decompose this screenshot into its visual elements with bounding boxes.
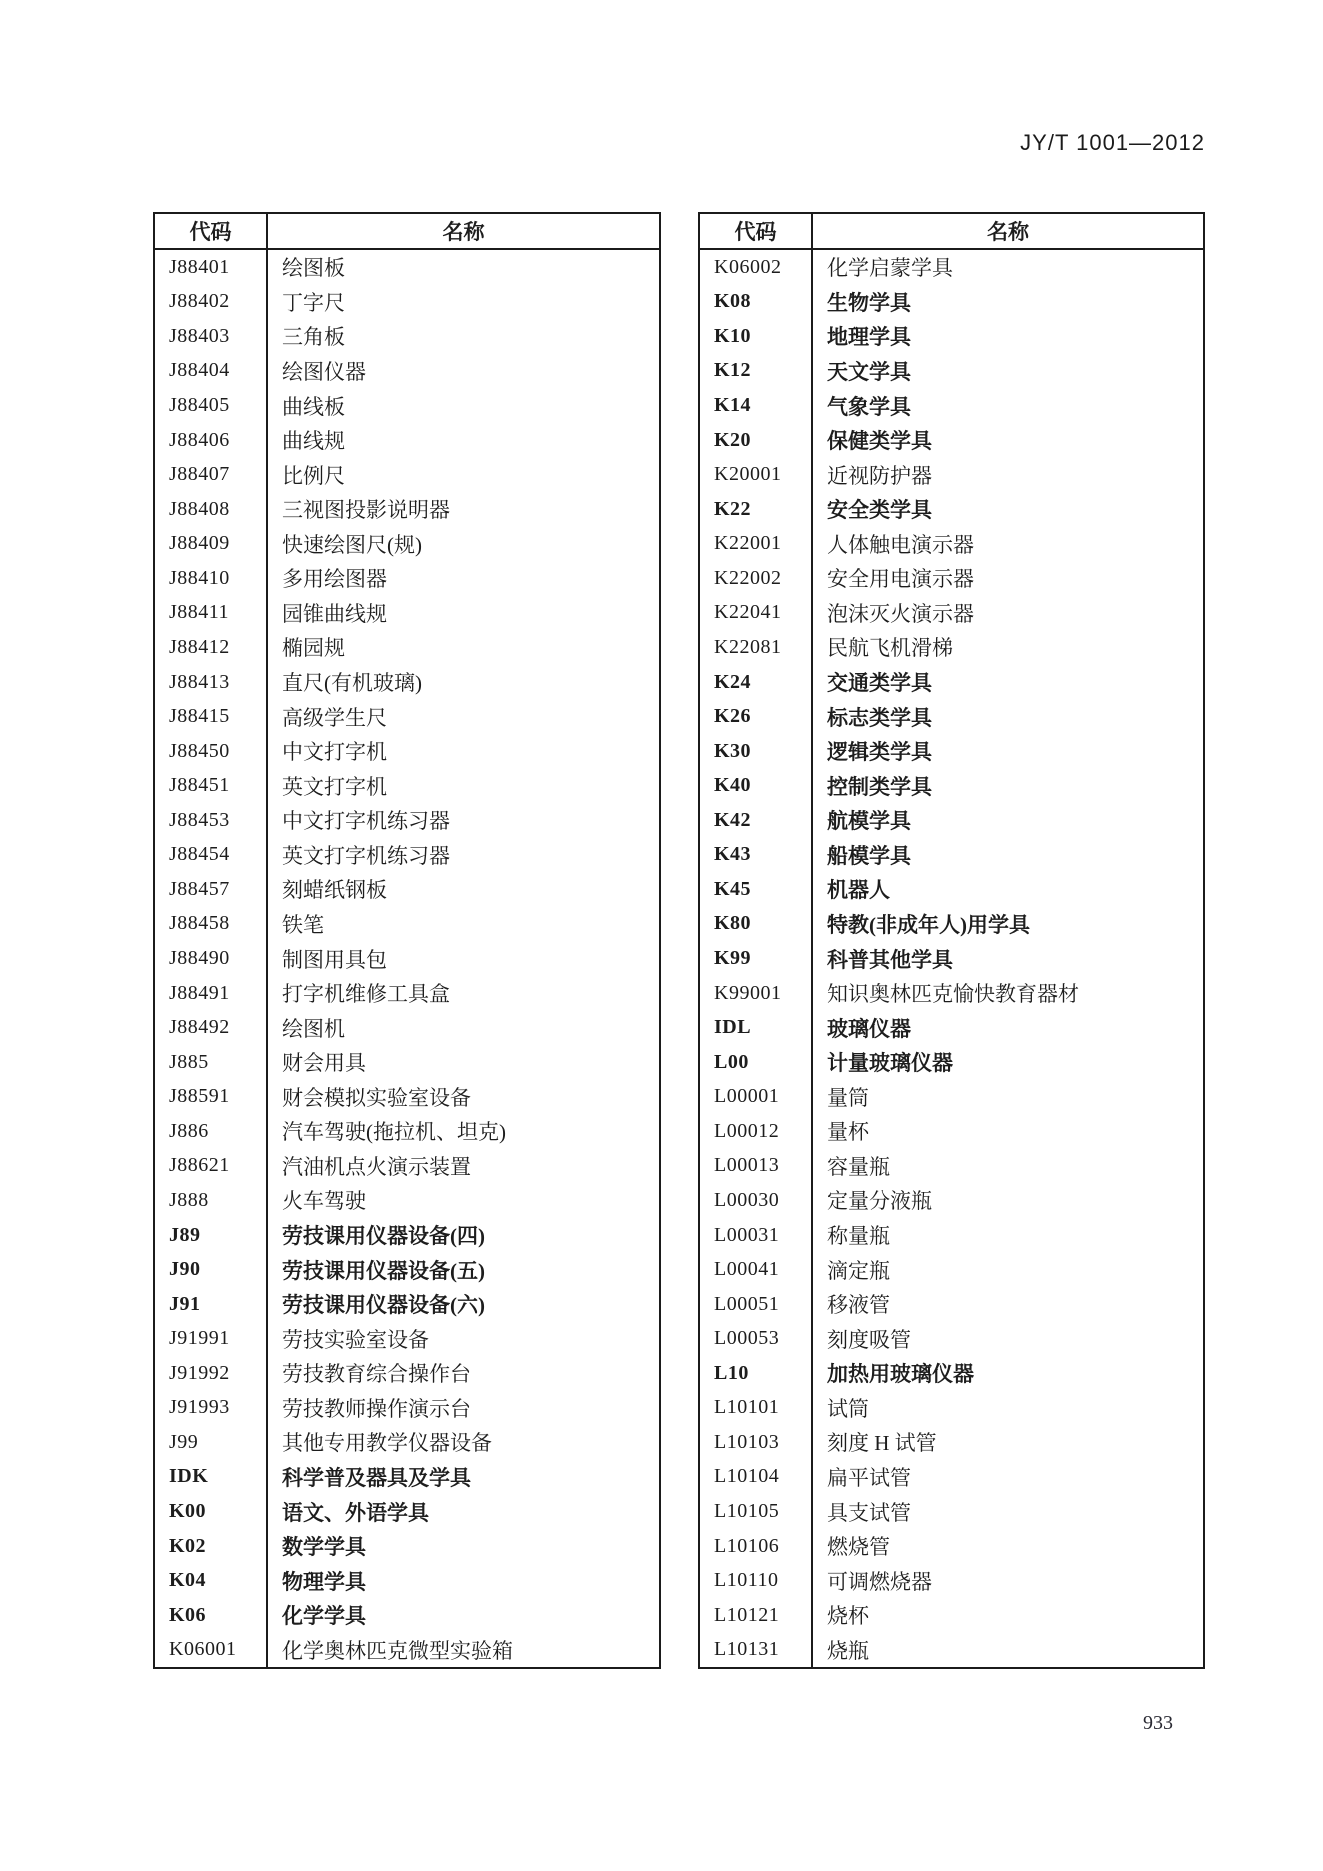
name-cell: 定量分液瓶 bbox=[827, 1189, 932, 1214]
table-row bbox=[700, 734, 1203, 769]
table-row bbox=[700, 838, 1203, 873]
code-cell: L10105 bbox=[700, 1494, 813, 1529]
table-row bbox=[700, 630, 1203, 665]
name-cell: 直尺(有机玻璃) bbox=[282, 671, 422, 696]
code-cell: J88458 bbox=[155, 907, 268, 942]
name-cell: 滴定瓶 bbox=[827, 1258, 890, 1283]
name-cell: 移液管 bbox=[827, 1293, 890, 1318]
name-cell: 绘图机 bbox=[282, 1016, 345, 1041]
name-cell: 地理学具 bbox=[827, 325, 911, 350]
code-table-right bbox=[698, 212, 1205, 1669]
name-cell: 三视图投影说明器 bbox=[282, 498, 450, 523]
table-row bbox=[155, 457, 659, 492]
table-row bbox=[700, 1149, 1203, 1184]
code-cell: J91 bbox=[155, 1287, 268, 1322]
name-cell: 气象学具 bbox=[827, 394, 911, 419]
name-cell: 化学启蒙学具 bbox=[827, 256, 953, 281]
table-row bbox=[700, 1391, 1203, 1426]
code-cell: J91992 bbox=[155, 1356, 268, 1391]
table-row bbox=[155, 423, 659, 458]
name-cell: 数学学具 bbox=[282, 1535, 366, 1560]
code-cell: L00 bbox=[700, 1045, 813, 1080]
code-cell: IDK bbox=[155, 1460, 268, 1495]
name-cell: 劳技实验室设备 bbox=[282, 1327, 429, 1352]
name-cell: 容量瓶 bbox=[827, 1154, 890, 1179]
name-cell: 丁字尺 bbox=[282, 290, 345, 315]
name-cell: 特教(非成年人)用学具 bbox=[827, 912, 1030, 937]
table-row bbox=[155, 596, 659, 631]
name-cell: 民航飞机滑梯 bbox=[827, 636, 953, 661]
table-row bbox=[700, 665, 1203, 700]
code-cell: K22001 bbox=[700, 527, 813, 562]
name-cell: 船模学具 bbox=[827, 843, 911, 868]
table-row bbox=[155, 1563, 659, 1598]
code-cell: K22002 bbox=[700, 561, 813, 596]
code-cell: J88403 bbox=[155, 319, 268, 354]
table-body-right bbox=[700, 250, 1203, 1667]
table-row bbox=[155, 1287, 659, 1322]
table-row bbox=[700, 1529, 1203, 1564]
name-cell: 高级学生尺 bbox=[282, 705, 387, 730]
code-cell: K08 bbox=[700, 285, 813, 320]
table-row bbox=[700, 872, 1203, 907]
name-cell: 财会用具 bbox=[282, 1051, 366, 1076]
table-row bbox=[700, 1080, 1203, 1115]
code-cell: K22041 bbox=[700, 596, 813, 631]
table-row bbox=[700, 319, 1203, 354]
name-cell: 知识奥林匹克愉快教育器材 bbox=[827, 982, 1079, 1007]
code-cell: K99 bbox=[700, 941, 813, 976]
name-cell: 玻璃仪器 bbox=[827, 1016, 911, 1041]
code-cell: J88402 bbox=[155, 285, 268, 320]
name-cell: 劳技课用仪器设备(五) bbox=[282, 1258, 485, 1283]
name-cell: 计量玻璃仪器 bbox=[827, 1051, 953, 1076]
table-row bbox=[155, 1633, 659, 1668]
table-row bbox=[155, 1045, 659, 1080]
name-cell: 天文学具 bbox=[827, 359, 911, 384]
table-row bbox=[155, 561, 659, 596]
table-row bbox=[155, 907, 659, 942]
name-cell: 劳技课用仪器设备(四) bbox=[282, 1224, 485, 1249]
name-cell: 机器人 bbox=[827, 878, 890, 903]
table-row bbox=[155, 250, 659, 285]
name-cell: 控制类学具 bbox=[827, 774, 932, 799]
table-row bbox=[700, 1252, 1203, 1287]
name-cell: 近视防护器 bbox=[827, 463, 932, 488]
code-cell: J88457 bbox=[155, 872, 268, 907]
table-row bbox=[700, 803, 1203, 838]
code-cell: K02 bbox=[155, 1529, 268, 1564]
table-row bbox=[700, 1356, 1203, 1391]
name-cell: 生物学具 bbox=[827, 290, 911, 315]
code-cell: J88621 bbox=[155, 1149, 268, 1184]
table-row bbox=[155, 1149, 659, 1184]
table-row bbox=[155, 354, 659, 389]
name-cell: 称量瓶 bbox=[827, 1224, 890, 1249]
code-cell: J88454 bbox=[155, 838, 268, 873]
code-cell: K14 bbox=[700, 388, 813, 423]
table-row bbox=[155, 1529, 659, 1564]
code-cell: J88411 bbox=[155, 596, 268, 631]
name-cell: 劳技教育综合操作台 bbox=[282, 1362, 471, 1387]
table-row bbox=[155, 1494, 659, 1529]
code-cell: K04 bbox=[155, 1563, 268, 1598]
code-cell: IDL bbox=[700, 1010, 813, 1045]
code-cell: L10106 bbox=[700, 1529, 813, 1564]
table-row bbox=[155, 665, 659, 700]
code-cell: L00001 bbox=[700, 1080, 813, 1115]
code-cell: J88407 bbox=[155, 457, 268, 492]
table-row bbox=[155, 803, 659, 838]
code-cell: K06001 bbox=[155, 1633, 268, 1668]
code-cell: J88492 bbox=[155, 1010, 268, 1045]
table-row bbox=[155, 1080, 659, 1115]
code-cell: K22081 bbox=[700, 630, 813, 665]
table-row bbox=[700, 1563, 1203, 1598]
code-cell: L00012 bbox=[700, 1114, 813, 1149]
name-cell: 曲线规 bbox=[282, 429, 345, 454]
name-cell: 量筒 bbox=[827, 1085, 869, 1110]
table-row bbox=[700, 423, 1203, 458]
code-cell: J88450 bbox=[155, 734, 268, 769]
code-cell: J88410 bbox=[155, 561, 268, 596]
code-cell: K45 bbox=[700, 872, 813, 907]
table-row bbox=[155, 1218, 659, 1253]
name-cell: 绘图板 bbox=[282, 256, 345, 281]
table-row bbox=[700, 1114, 1203, 1149]
name-cell: 其他专用教学仪器设备 bbox=[282, 1431, 492, 1456]
table-row bbox=[155, 630, 659, 665]
table-row bbox=[155, 976, 659, 1011]
name-cell: 曲线板 bbox=[282, 394, 345, 419]
code-cell: L00030 bbox=[700, 1183, 813, 1218]
name-cell: 园锥曲线规 bbox=[282, 601, 387, 626]
table-row bbox=[155, 1391, 659, 1426]
code-cell: L10 bbox=[700, 1356, 813, 1391]
name-cell: 汽油机点火演示装置 bbox=[282, 1154, 471, 1179]
name-cell: 铁笔 bbox=[282, 912, 324, 937]
name-cell: 三角板 bbox=[282, 325, 345, 350]
table-row bbox=[700, 1425, 1203, 1460]
code-cell: J88415 bbox=[155, 699, 268, 734]
table-row bbox=[155, 1183, 659, 1218]
code-cell: J88491 bbox=[155, 976, 268, 1011]
code-cell: L10103 bbox=[700, 1425, 813, 1460]
table-row bbox=[155, 285, 659, 320]
name-cell: 汽车驾驶(拖拉机、坦克) bbox=[282, 1120, 506, 1145]
table-row bbox=[700, 1045, 1203, 1080]
table-row bbox=[700, 527, 1203, 562]
name-cell: 加热用玻璃仪器 bbox=[827, 1362, 974, 1387]
name-cell: 比例尺 bbox=[282, 463, 345, 488]
code-cell: K24 bbox=[700, 665, 813, 700]
code-cell: J886 bbox=[155, 1114, 268, 1149]
code-cell: J88412 bbox=[155, 630, 268, 665]
standard-number: JY/T 1001—2012 bbox=[1020, 130, 1205, 155]
table-row bbox=[700, 1321, 1203, 1356]
name-cell: 多用绘图器 bbox=[282, 567, 387, 592]
table-row bbox=[700, 1218, 1203, 1253]
code-cell: L00031 bbox=[700, 1218, 813, 1253]
code-cell: K22 bbox=[700, 492, 813, 527]
table-row bbox=[700, 1494, 1203, 1529]
table-row bbox=[155, 1425, 659, 1460]
name-cell: 燃烧管 bbox=[827, 1535, 890, 1560]
table-body-left bbox=[155, 250, 659, 1667]
name-cell: 扁平试管 bbox=[827, 1465, 911, 1490]
code-cell: J90 bbox=[155, 1252, 268, 1287]
name-cell: 可调燃烧器 bbox=[827, 1569, 932, 1594]
column-header-name: 名称 bbox=[442, 220, 485, 244]
code-cell: K30 bbox=[700, 734, 813, 769]
table-header-row bbox=[155, 214, 659, 250]
code-cell: L10121 bbox=[700, 1598, 813, 1633]
table-row bbox=[155, 1252, 659, 1287]
code-cell: J88413 bbox=[155, 665, 268, 700]
table-row bbox=[155, 872, 659, 907]
code-cell: L10131 bbox=[700, 1633, 813, 1668]
code-cell: K00 bbox=[155, 1494, 268, 1529]
code-cell: K80 bbox=[700, 907, 813, 942]
name-cell: 安全用电演示器 bbox=[827, 567, 974, 592]
table-row bbox=[700, 250, 1203, 285]
column-header-code: 代码 bbox=[155, 214, 268, 248]
code-cell: J88405 bbox=[155, 388, 268, 423]
table-row bbox=[700, 596, 1203, 631]
name-cell: 劳技课用仪器设备(六) bbox=[282, 1293, 485, 1318]
code-cell: J88490 bbox=[155, 941, 268, 976]
page-number: 933 bbox=[1143, 1712, 1173, 1734]
table-row bbox=[700, 1598, 1203, 1633]
code-cell: L10110 bbox=[700, 1563, 813, 1598]
name-cell: 交通类学具 bbox=[827, 671, 932, 696]
code-cell: K40 bbox=[700, 768, 813, 803]
table-row bbox=[155, 1460, 659, 1495]
name-cell: 中文打字机练习器 bbox=[282, 809, 450, 834]
code-cell: J99 bbox=[155, 1425, 268, 1460]
code-cell: J91993 bbox=[155, 1391, 268, 1426]
table-row bbox=[700, 492, 1203, 527]
name-cell: 人体触电演示器 bbox=[827, 532, 974, 557]
table-row bbox=[155, 1114, 659, 1149]
name-cell: 标志类学具 bbox=[827, 705, 932, 730]
code-cell: J888 bbox=[155, 1183, 268, 1218]
name-cell: 英文打字机 bbox=[282, 774, 387, 799]
table-row bbox=[700, 1287, 1203, 1322]
table-row bbox=[155, 388, 659, 423]
code-cell: K06 bbox=[155, 1598, 268, 1633]
code-cell: K26 bbox=[700, 699, 813, 734]
code-cell: J88409 bbox=[155, 527, 268, 562]
code-cell: J88408 bbox=[155, 492, 268, 527]
column-header-name: 名称 bbox=[987, 220, 1029, 244]
table-row bbox=[700, 388, 1203, 423]
table-row bbox=[155, 492, 659, 527]
table-row bbox=[155, 1010, 659, 1045]
name-cell: 刻度吸管 bbox=[827, 1327, 911, 1352]
name-cell: 科学普及器具及学具 bbox=[282, 1465, 471, 1490]
name-cell: 财会模拟实验室设备 bbox=[282, 1085, 471, 1110]
table-row bbox=[155, 319, 659, 354]
name-cell: 安全类学具 bbox=[827, 498, 932, 523]
code-cell: K43 bbox=[700, 838, 813, 873]
table-row bbox=[700, 768, 1203, 803]
table-row bbox=[155, 527, 659, 562]
table-row bbox=[700, 561, 1203, 596]
table-row bbox=[700, 907, 1203, 942]
code-cell: K10 bbox=[700, 319, 813, 354]
code-cell: L10101 bbox=[700, 1391, 813, 1426]
table-row bbox=[700, 941, 1203, 976]
code-cell: J88401 bbox=[155, 250, 268, 285]
name-cell: 刻蜡纸钢板 bbox=[282, 878, 387, 903]
name-cell: 逻辑类学具 bbox=[827, 740, 932, 765]
name-cell: 语文、外语学具 bbox=[282, 1500, 429, 1525]
table-row bbox=[155, 1321, 659, 1356]
table-row bbox=[700, 457, 1203, 492]
code-cell: J88404 bbox=[155, 354, 268, 389]
table-row bbox=[700, 285, 1203, 320]
code-cell: K06002 bbox=[700, 250, 813, 285]
code-cell: L00013 bbox=[700, 1149, 813, 1184]
code-cell: J91991 bbox=[155, 1321, 268, 1356]
code-cell: J89 bbox=[155, 1218, 268, 1253]
code-cell: J88591 bbox=[155, 1080, 268, 1115]
table-row bbox=[700, 354, 1203, 389]
code-cell: K20 bbox=[700, 423, 813, 458]
code-cell: J88451 bbox=[155, 768, 268, 803]
name-cell: 火车驾驶 bbox=[282, 1189, 366, 1214]
name-cell: 椭园规 bbox=[282, 636, 345, 661]
table-row bbox=[700, 1633, 1203, 1668]
name-cell: 量杯 bbox=[827, 1120, 869, 1145]
column-header-code: 代码 bbox=[700, 214, 813, 248]
name-cell: 试筒 bbox=[827, 1396, 869, 1421]
name-cell: 保健类学具 bbox=[827, 429, 932, 454]
table-row bbox=[155, 699, 659, 734]
code-cell: K20001 bbox=[700, 457, 813, 492]
code-cell: K99001 bbox=[700, 976, 813, 1011]
name-cell: 绘图仪器 bbox=[282, 359, 366, 384]
name-cell: 快速绘图尺(规) bbox=[282, 532, 422, 557]
table-row bbox=[155, 734, 659, 769]
table-row bbox=[700, 1460, 1203, 1495]
table-row bbox=[155, 1356, 659, 1391]
name-cell: 航模学具 bbox=[827, 809, 911, 834]
table-row bbox=[155, 768, 659, 803]
table-row bbox=[700, 699, 1203, 734]
code-table-left bbox=[153, 212, 661, 1669]
name-cell: 中文打字机 bbox=[282, 740, 387, 765]
name-cell: 刻度 H 试管 bbox=[827, 1431, 937, 1456]
code-cell: L10104 bbox=[700, 1460, 813, 1495]
name-cell: 烧杯 bbox=[827, 1604, 869, 1629]
name-cell: 烧瓶 bbox=[827, 1638, 869, 1663]
table-row bbox=[700, 1183, 1203, 1218]
name-cell: 泡沫灭火演示器 bbox=[827, 601, 974, 626]
name-cell: 化学奥林匹克微型实验箱 bbox=[282, 1638, 513, 1663]
name-cell: 英文打字机练习器 bbox=[282, 843, 450, 868]
table-row bbox=[155, 1598, 659, 1633]
code-cell: J88453 bbox=[155, 803, 268, 838]
code-cell: K42 bbox=[700, 803, 813, 838]
code-cell: L00051 bbox=[700, 1287, 813, 1322]
code-cell: K12 bbox=[700, 354, 813, 389]
name-cell: 制图用具包 bbox=[282, 947, 387, 972]
table-row bbox=[700, 1010, 1203, 1045]
code-cell: L00041 bbox=[700, 1252, 813, 1287]
name-cell: 劳技教师操作演示台 bbox=[282, 1396, 471, 1421]
name-cell: 科普其他学具 bbox=[827, 947, 953, 972]
table-row bbox=[155, 941, 659, 976]
name-cell: 物理学具 bbox=[282, 1569, 366, 1594]
name-cell: 打字机维修工具盒 bbox=[282, 982, 450, 1007]
table-row bbox=[155, 838, 659, 873]
table-row bbox=[700, 976, 1203, 1011]
name-cell: 化学学具 bbox=[282, 1604, 366, 1629]
code-cell: L00053 bbox=[700, 1321, 813, 1356]
code-cell: J885 bbox=[155, 1045, 268, 1080]
code-cell: J88406 bbox=[155, 423, 268, 458]
name-cell: 具支试管 bbox=[827, 1500, 911, 1525]
table-header-row bbox=[700, 214, 1203, 250]
